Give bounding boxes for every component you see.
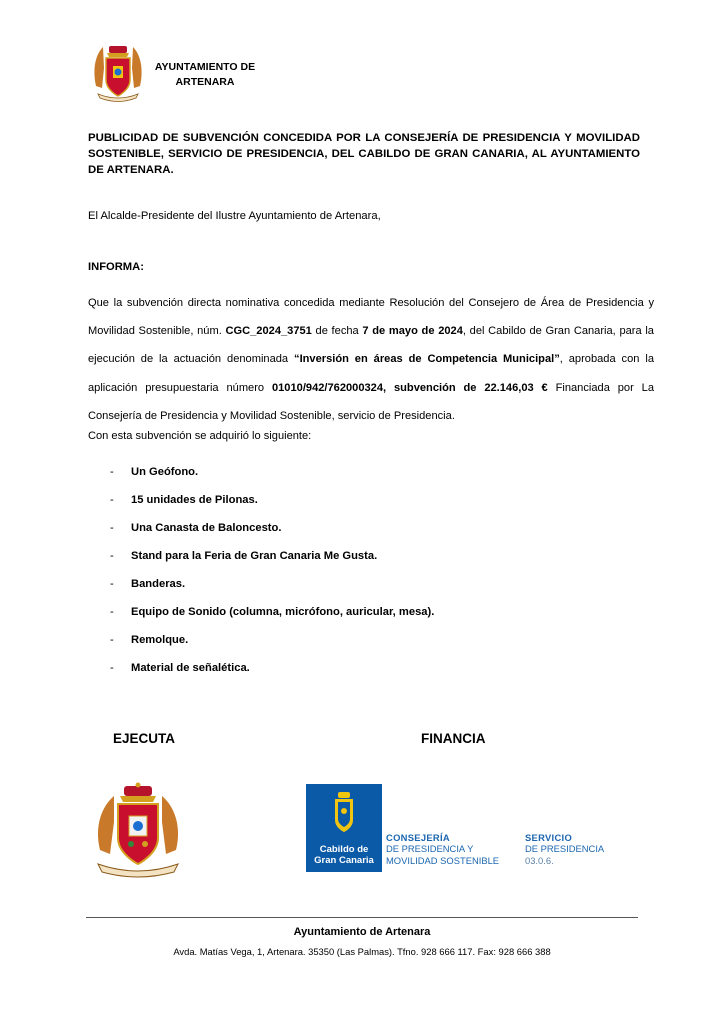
list-item <box>110 606 434 634</box>
servicio-block <box>525 832 604 866</box>
resolution-date: 7 de mayo de 2024 <box>362 325 463 338</box>
list-item-label: Stand para la Feria de Gran Canaria Me Gusta. <box>131 550 378 562</box>
body-part-3: , del Cabildo de Gran Canaria, para la ejecución de la actuación denominada <box>88 325 654 366</box>
ejecuta-label: EJECUTA <box>113 731 176 746</box>
list-item <box>110 550 434 578</box>
list-item-label: Material de señalética. <box>131 662 250 674</box>
body-part-2: de fecha <box>311 325 363 338</box>
consejeria-line2: DE PRESIDENCIA Y <box>386 843 474 855</box>
consejeria-block <box>386 832 499 866</box>
header-org-name <box>150 60 260 90</box>
consejeria-line3: MOVILIDAD SOSTENIBLE <box>386 854 500 866</box>
document-title: PUBLICIDAD DE SUBVENCIÓN CONCEDIDA POR LA CONSEJERÍA DE PRESIDENCIA Y MOVILIDAD SOSTENIBLE, SERVICIO DE PRESIDENCIA, DEL CABILDO DE GRAN CANARIA, AL AYUNTAMIENTO DE ARTENARA. <box>88 132 640 176</box>
footer-address: Avda. Matías Vega, 1, Artenara. 35350 (Las Palmas). Tfno. 928 666 117. Fax: 928 666 388 <box>173 946 551 957</box>
header-org-line1: AYUNTAMIENTO DE <box>154 61 256 73</box>
bullet-dash: - <box>110 494 114 506</box>
bullet-dash: - <box>110 606 114 618</box>
list-item <box>110 634 434 662</box>
cabildo-logo <box>306 784 382 872</box>
body-paragraph <box>88 289 654 430</box>
ayuntamiento-coat-of-arms-icon <box>88 782 188 882</box>
footer-org-name: Ayuntamiento de Artenara <box>293 926 431 938</box>
list-item <box>110 662 434 690</box>
servicio-line3: 03.0.6. <box>525 854 554 866</box>
cabildo-line1: Cabildo de <box>319 844 369 855</box>
bullet-dash: - <box>110 662 114 674</box>
list-item-label: Un Geófono. <box>131 466 199 478</box>
resolution-number: CGC_2024_3751 <box>225 325 312 338</box>
bullet-dash: - <box>110 634 114 646</box>
bullet-dash: - <box>110 522 114 534</box>
bullet-dash: - <box>110 550 114 562</box>
footer-divider <box>86 917 638 918</box>
bullet-dash: - <box>110 466 114 478</box>
cabildo-shield-icon <box>332 792 356 836</box>
list-item <box>110 466 434 494</box>
acquired-items-list <box>110 466 434 690</box>
list-item-label: Una Canasta de Baloncesto. <box>131 522 282 534</box>
header-org-line2: ARTENARA <box>175 76 235 88</box>
informa-heading: INFORMA: <box>88 261 144 273</box>
financia-label: FINANCIA <box>421 731 486 746</box>
list-item <box>110 578 434 606</box>
body-part-5: Financiada por La Consejería de Presidencia y Movilidad Sostenible, servicio de Presidencia. <box>88 381 654 422</box>
list-item-label: Banderas. <box>131 578 186 590</box>
list-item-label: 15 unidades de Pilonas. <box>131 494 258 506</box>
list-item <box>110 522 434 550</box>
list-item-label: Remolque. <box>131 634 189 646</box>
intro-text: El Alcalde-Presidente del Ilustre Ayuntamiento de Artenara, <box>88 210 381 222</box>
coat-of-arms-icon <box>86 40 150 108</box>
body-last-line: Con esta subvención se adquirió lo siguiente: <box>88 430 312 442</box>
servicio-line1: SERVICIO <box>525 832 573 843</box>
body-part-4: , aprobada con la aplicación presupuestaria número <box>88 353 654 394</box>
servicio-line2: DE PRESIDENCIA <box>525 843 605 855</box>
budget-application: 01010/942/762000324, subvención de 22.146,03 € <box>271 381 548 394</box>
actuation-name: “Inversión en áreas de Competencia Municipal” <box>294 353 560 366</box>
list-item-label: Equipo de Sonido (columna, micrófono, auricular, mesa). <box>131 606 435 618</box>
bullet-dash: - <box>110 578 114 590</box>
list-item <box>110 494 434 522</box>
cabildo-line2: Gran Canaria <box>314 855 374 866</box>
consejeria-line1: CONSEJERÍA <box>386 832 450 843</box>
body-part-1: Que la subvención directa nominativa concedida mediante Resolución del Consejero de Área de Presidencia y Movilidad Sostenible, núm. <box>88 297 654 338</box>
